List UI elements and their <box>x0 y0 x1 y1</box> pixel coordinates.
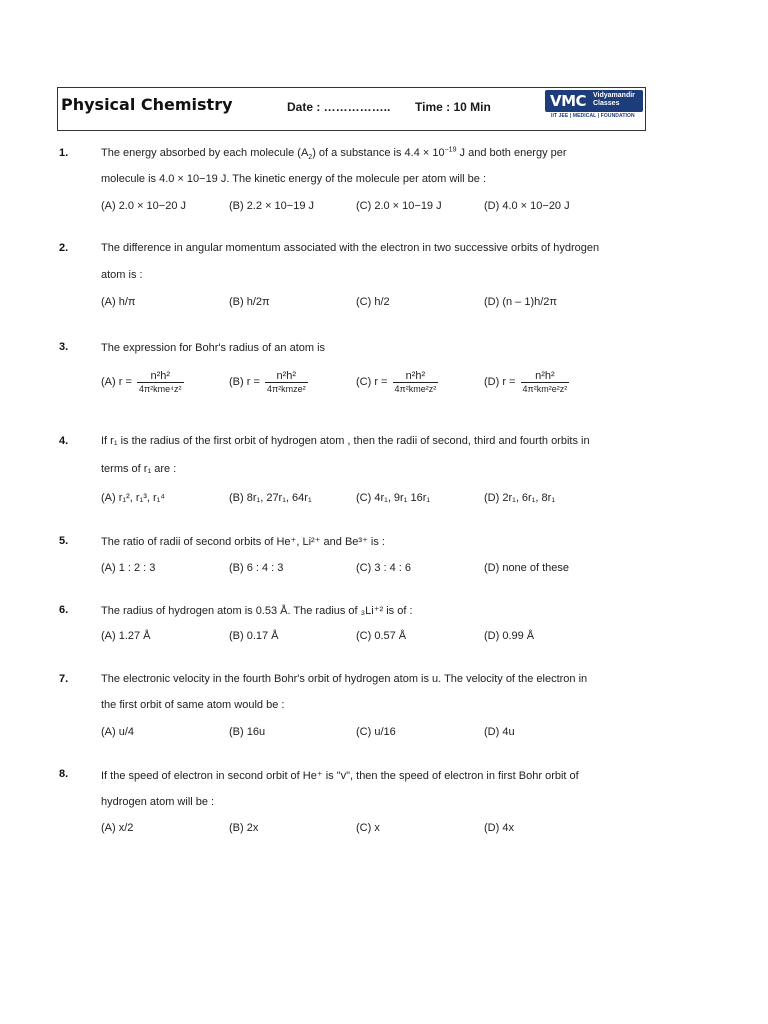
subject-title: Physical Chemistry <box>61 95 233 114</box>
question-text: If r₁ is the radius of the first orbit of hydrogen atom , then the radii of second, third and fourth orbits in <box>101 435 590 447</box>
fraction <box>393 370 439 394</box>
q1-text-part: The energy absorbed by each molecule (A <box>101 147 309 159</box>
question-number: 6. <box>59 604 69 616</box>
option-b[interactable]: (B) 6 : 4 : 3 <box>229 562 284 574</box>
fraction-denominator: 4π²km²e²z² <box>522 384 568 394</box>
option-d[interactable]: (D) 4.0 × 10−20 J <box>484 200 570 212</box>
question-text: The difference in angular momentum associated with the electron in two successive orbits of hydrogen <box>101 242 600 254</box>
option-d[interactable]: (D) 4x <box>484 822 514 834</box>
question-number: 3. <box>59 341 69 353</box>
question-text: hydrogen atom will be : <box>101 796 215 808</box>
question-text: molecule is 4.0 × 10−19 J. The kinetic energy of the molecule per atom will be : <box>101 173 487 185</box>
question-number: 2. <box>59 242 69 254</box>
option-a[interactable]: (A) r₁², r₁³, r₁⁴ <box>101 492 166 504</box>
option-prefix: (B) r = <box>229 375 260 388</box>
question-text: atom is : <box>101 269 143 281</box>
fraction-denominator: 4π²kmze² <box>266 384 306 394</box>
option-b[interactable]: (B) 2x <box>229 822 259 834</box>
question-text: If the speed of electron in second orbit of He⁺ is "v", then the speed of electron in first Bohr orbit of <box>101 770 579 782</box>
option-c[interactable] <box>356 370 438 394</box>
q1-exponent: −19 <box>444 146 457 154</box>
option-d[interactable]: (D) 0.99 Å <box>484 630 535 642</box>
time-field: Time : 10 Min <box>415 100 491 114</box>
question-number: 4. <box>59 435 69 447</box>
option-d[interactable]: (D) 4u <box>484 726 515 738</box>
date-field: Date : …………….. <box>287 100 391 114</box>
option-b[interactable]: (B) 8r₁, 27r₁, 64r₁ <box>229 492 312 504</box>
fraction <box>265 370 308 394</box>
option-c[interactable]: (C) 2.0 × 10−19 J <box>356 200 442 212</box>
option-prefix: (C) r = <box>356 375 388 388</box>
fraction-denominator: 4π²kme²z² <box>394 384 437 394</box>
option-c[interactable]: (C) u/16 <box>356 726 396 738</box>
option-d[interactable] <box>484 370 569 394</box>
option-c[interactable]: (C) x <box>356 822 380 834</box>
logo-tagline: IIT JEE | MEDICAL | FOUNDATION <box>551 113 635 119</box>
option-a[interactable]: (A) h/π <box>101 296 136 308</box>
option-b[interactable]: (B) 16u <box>229 726 266 738</box>
fraction-denominator: 4π²kme⁴z² <box>138 384 182 394</box>
vmc-logo <box>545 90 643 120</box>
option-c[interactable]: (C) 0.57 Å <box>356 630 407 642</box>
option-d[interactable]: (D) 2r₁, 6r₁, 8r₁ <box>484 492 556 504</box>
option-c[interactable]: (C) h/2 <box>356 296 390 308</box>
option-d[interactable]: (D) none of these <box>484 562 569 574</box>
question-text: The expression for Bohr's radius of an atom is <box>101 342 326 354</box>
question-number: 1. <box>59 147 69 159</box>
option-a[interactable]: (A) 2.0 × 10−20 J <box>101 200 186 212</box>
question-number: 5. <box>59 535 69 547</box>
fraction-numerator: n²h² <box>535 370 555 382</box>
question-text: terms of r₁ are : <box>101 463 177 475</box>
option-a[interactable]: (A) 1 : 2 : 3 <box>101 562 156 574</box>
question-text: The ratio of radii of second orbits of He⁺, Li²⁺ and Be³⁺ is : <box>101 536 385 548</box>
q1-text-part: ) of a substance is 4.4 × 10 <box>312 147 445 159</box>
logo-vidyamandir-text: Vidyamandir <box>593 92 635 99</box>
fraction-numerator: n²h² <box>405 370 426 382</box>
question-text: the first orbit of same atom would be : <box>101 699 285 711</box>
question-number: 7. <box>59 673 69 685</box>
option-c[interactable]: (C) 4r₁, 9r₁ 16r₁ <box>356 492 431 504</box>
option-b[interactable]: (B) 0.17 Å <box>229 630 279 642</box>
option-b[interactable] <box>229 370 308 394</box>
option-b[interactable]: (B) 2.2 × 10−19 J <box>229 200 314 212</box>
option-a[interactable]: (A) x/2 <box>101 822 134 834</box>
worksheet-header <box>57 87 646 131</box>
q1-subscript: 2 <box>308 154 313 162</box>
option-a[interactable] <box>101 370 184 394</box>
question-text <box>101 146 567 162</box>
option-a[interactable]: (A) 1.27 Å <box>101 630 151 642</box>
option-b[interactable]: (B) h/2π <box>229 296 270 308</box>
question-number: 8. <box>59 768 69 780</box>
option-prefix: (D) r = <box>484 375 516 388</box>
q1-text-part: J and both energy per <box>456 147 567 159</box>
fraction <box>137 370 184 394</box>
option-d[interactable]: (D) (n – 1)h/2π <box>484 296 557 308</box>
option-a[interactable]: (A) u/4 <box>101 726 135 738</box>
question-text: The electronic velocity in the fourth Bohr's orbit of hydrogen atom is u. The velocity of the electron in <box>101 673 588 685</box>
logo-vmc-text: VMC <box>550 92 587 110</box>
fraction <box>521 370 570 394</box>
question-text: The radius of hydrogen atom is 0.53 Å. The radius of ₃Li⁺² is of : <box>101 605 413 617</box>
logo-banner <box>545 90 643 112</box>
fraction-numerator: n²h² <box>150 370 171 382</box>
fraction-numerator: n²h² <box>276 370 297 382</box>
option-c[interactable]: (C) 3 : 4 : 6 <box>356 562 412 574</box>
logo-classes-text: Classes <box>593 100 620 107</box>
option-prefix: (A) r = <box>101 375 132 388</box>
